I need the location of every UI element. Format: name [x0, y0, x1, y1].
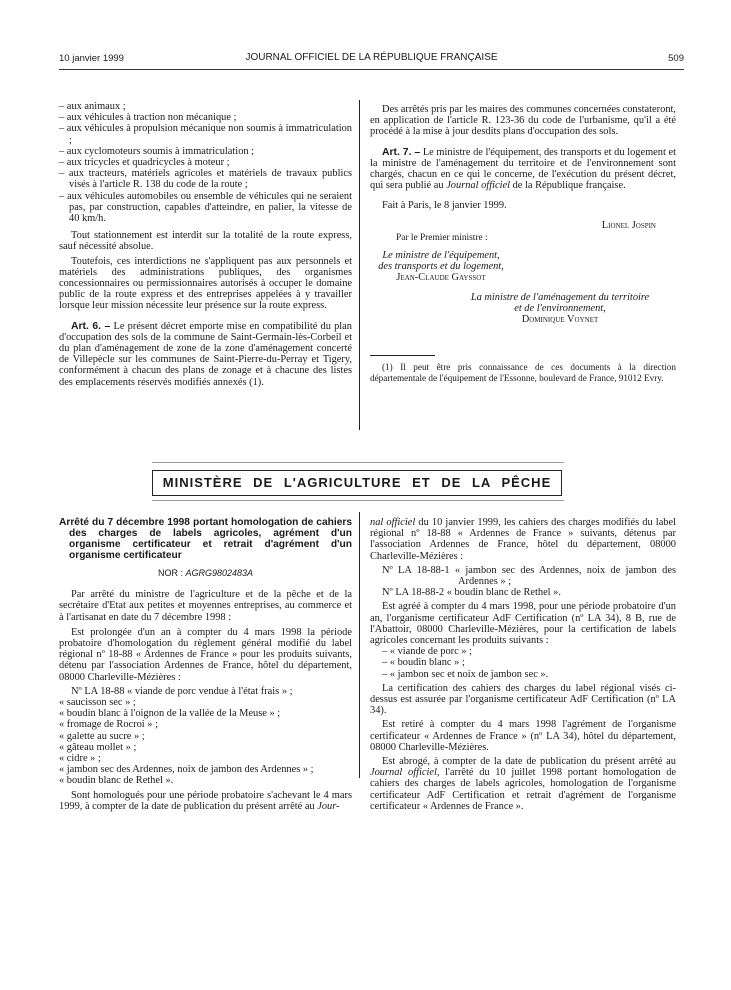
article-6-text: Le présent décret emporte mise en compatibilité du plan d'occupation des sols de la commune de Saint-Germain-lès-Corbeil et du plan d'aménagement de zone de la zone d'aménagement concerté de Villepècle sur les communes de Saint-Pierre-du-Perray et Tigery, conformément à chacun des plans de zonage et à chacune des listes des emplacements réservés modifiés annexés (1). — [59, 320, 352, 388]
cert-product: – « viande de porc » ; — [382, 646, 473, 658]
paragraph-arretes: Des arrêtés pris par les maires des communes concernées constateront, en application de l'article R. 123-36 du code de l'urbanisme, qu'il a été procédé à la mise à jour desdits plans d'occupation des sols. — [370, 104, 676, 138]
abroge-text-a: Est abrogé, à compter de la date de publication du présent arrêté au — [382, 756, 676, 768]
la-item: Nº LA 18-88-1 « jambon sec des Ardennes, noix de jambon des Ardennes » ; — [382, 564, 676, 588]
article-6 — [59, 321, 352, 388]
minister-title: des transports et du logement, — [378, 261, 504, 273]
minister-title: Le ministre de l'équipement, — [382, 250, 500, 262]
list-item: – aux véhicules automobiles ou ensemble de véhicules qui ne seraient pas, par construction, capables d'atteindre, en palier, la vitesse de 40 km/h. — [59, 190, 352, 225]
footnote-rule — [370, 355, 435, 356]
signature-block-equipement — [370, 250, 512, 284]
homologues-journal-start: Jour- — [317, 800, 340, 812]
product-item: « cidre » ; — [59, 753, 101, 765]
paragraph-homologues-start — [59, 790, 352, 812]
article-7-text-b: de la République française. — [509, 180, 626, 192]
homologues-text-a: Sont homologués pour une période probatoire s'achevant le 4 mars 1999, à compter de la date de publication du présent arrêté au — [59, 789, 352, 812]
par-le-premier-ministre: Par le Premier ministre : — [396, 232, 488, 243]
paragraph-agree: Est agréé à compter du 4 mars 1998, pour une période probatoire d'un an, l'organisme certificateur AdF Certification (nº LA 34), 8 B, rue de l'Abattoir, 08000 Charleville-Mézières, pour la certification de labels agricoles concernant les produits suivants : — [370, 601, 676, 647]
list-item: – aux véhicules à traction non mécanique ; — [59, 112, 237, 124]
paragraph-toutefois: Toutefois, ces interdictions ne s'appliquent pas aux personnels et matériels des administrations publiques, des organismes concessionnaires ou permissionnaires autorisés à occuper le domaine public de la route express et des entreprises appelées à y travailler lorsque leur mission nécessite leur présence sur la route express. — [59, 255, 352, 312]
upper-right-column — [370, 104, 676, 383]
paragraph-homologues-end — [370, 517, 676, 562]
product-item: « boudin blanc à l'oignon de la vallée de la Meuse » ; — [59, 708, 281, 720]
minister-name: Jean-Claude Gayssot — [396, 272, 486, 284]
minister-title: La ministre de l'aménagement du territoire — [470, 291, 650, 303]
product-item: « saucisson sec » ; — [59, 697, 136, 709]
column-divider-top — [359, 100, 360, 430]
minister-title: et de l'environnement, — [514, 302, 606, 314]
abroge-text-b: , l'arrêté du 10 juillet 1998 portant homologation de cahiers des charges de labels agricoles, homologation de l'organisme certificateur AdF Certification et retrait d'agrément de l'organisme certificateur « Ardennes de France ». — [370, 767, 677, 812]
homologues-text-b: du 10 janvier 1999, les cahiers des charges modifiés du label régional nº 18-88 « Ardennes de France » suivants, détenus par l'association Ardennes de France, hôtel du département, 08000 Charleville-Mézières : — [370, 517, 676, 562]
signatory-prime-minister: Lionel Jospin — [601, 219, 656, 231]
product-item: « boudin blanc de Rethel ». — [59, 775, 174, 787]
product-item: « gâteau mollet » ; — [59, 741, 137, 753]
header-rule — [59, 69, 684, 70]
product-item: « galette au sucre » ; — [59, 730, 145, 742]
page-header — [59, 51, 684, 67]
article-7-text-a: Le ministre de l'équipement, des transports et du logement et la ministre de l'aménagement du territoire et de l'environnement sont chargés, chacun en ce qui le concerne, de l'exécution du présent décret, qui sera publié au — [370, 146, 676, 192]
minister-name: Dominique Voynet — [521, 314, 599, 326]
article-6-label: Art. 6. – — [71, 320, 111, 332]
paragraph-stationnement: Tout stationnement est interdit sur la totalité de la route express, sauf nécessité absolue. — [59, 230, 352, 253]
page-number: 509 — [668, 53, 684, 64]
paragraph-abroge — [370, 756, 676, 812]
cert-product: – « jambon sec et noix de jambon sec ». — [382, 668, 549, 680]
banner-top-rule — [152, 462, 564, 463]
list-item: – aux cyclomoteurs soumis à immatriculation ; — [59, 145, 255, 157]
paragraph-prolongee: Est prolongée d'un an à compter du 4 mars 1998 la période probatoire d'homologation du règlement général modifié du label régional nº 18-88 « Ardennes de France » pour les produits suivants, détenu par l'association Ardennes de France, hôtel du département, 08000 Charleville-Mézières : — [59, 626, 352, 683]
lower-right-column — [370, 517, 676, 812]
product-item: « fromage de Rocroi » ; — [59, 719, 158, 731]
banner-bottom-rule — [152, 500, 564, 501]
product-item: Nº LA 18-88 « viande de porc vendue à l'état frais » ; — [71, 685, 293, 697]
journal-title: JOURNAL OFFICIEL DE LA RÉPUBLIQUE FRANÇAISE — [245, 52, 498, 63]
nor-reference — [59, 568, 352, 579]
nor-label: NOR : — [157, 568, 183, 578]
article-7-journal: Journal officiel — [446, 180, 510, 192]
signature-block-environnement — [440, 292, 680, 326]
nor-value: AGRG9802483A — [185, 568, 254, 578]
list-item: – aux véhicules à propulsion mécanique non soumis à immatriculation ; — [59, 123, 352, 146]
abroge-journal: Journal officiel — [370, 767, 437, 779]
article-7 — [370, 147, 676, 192]
arrete-title: Arrêté du 7 décembre 1998 portant homologation de cahiers des charges de labels agricoles, agrément d'un organisme certificateur et retrait d'agrément d'un organisme certificateur — [59, 517, 352, 561]
homologues-journal-end: nal officiel — [370, 517, 416, 528]
paragraph-certification: La certification des cahiers des charges du label régional visés ci-dessus est assurée par l'organisme certificateur AdF Certification (nº LA 34). — [370, 682, 676, 717]
list-item: – aux tracteurs, matériels agricoles et matériels de travaux publics visés à l'article R. 138 du code de la route ; — [59, 168, 352, 191]
product-item: « jambon sec des Ardennes, noix de jambon des Ardennes » ; — [59, 764, 314, 776]
paragraph-par-arrete: Par arrêté du ministre de l'agriculture et de la pêche et de la secrétaire d'Etat aux petites et moyennes entreprises, au commerce et à l'artisanat en date du 7 décembre 1998 : — [59, 589, 352, 623]
ministry-banner: MINISTÈRE DE L'AGRICULTURE ET DE LA PÊCHE — [152, 470, 562, 496]
la-item: Nº LA 18-88-2 « boudin blanc de Rethel ». — [382, 587, 561, 599]
upper-left-column — [59, 101, 352, 388]
article-7-label: Art. 7. – — [382, 146, 421, 158]
list-item: – aux animaux ; — [59, 101, 126, 112]
column-divider-bottom — [359, 512, 360, 778]
lower-left-column — [59, 517, 352, 812]
issue-date: 10 janvier 1999 — [59, 53, 124, 64]
list-item: – aux tricycles et quadricycles à moteur ; — [59, 157, 230, 169]
cert-product: – « boudin blanc » ; — [382, 657, 465, 669]
paragraph-retire: Est retiré à compter du 4 mars 1998 l'agrément de l'organisme certificateur « Ardennes de France » (nº LA 34), hôtel du département, 08000 Charleville-Mézières. — [370, 719, 676, 753]
footnote: (1) Il peut être pris connaissance de ces documents à la direction départementale de l'équipement de l'Essonne, boulevard de France, 91012 Evry. — [370, 362, 676, 383]
fait-a-paris: Fait à Paris, le 8 janvier 1999. — [382, 200, 507, 212]
